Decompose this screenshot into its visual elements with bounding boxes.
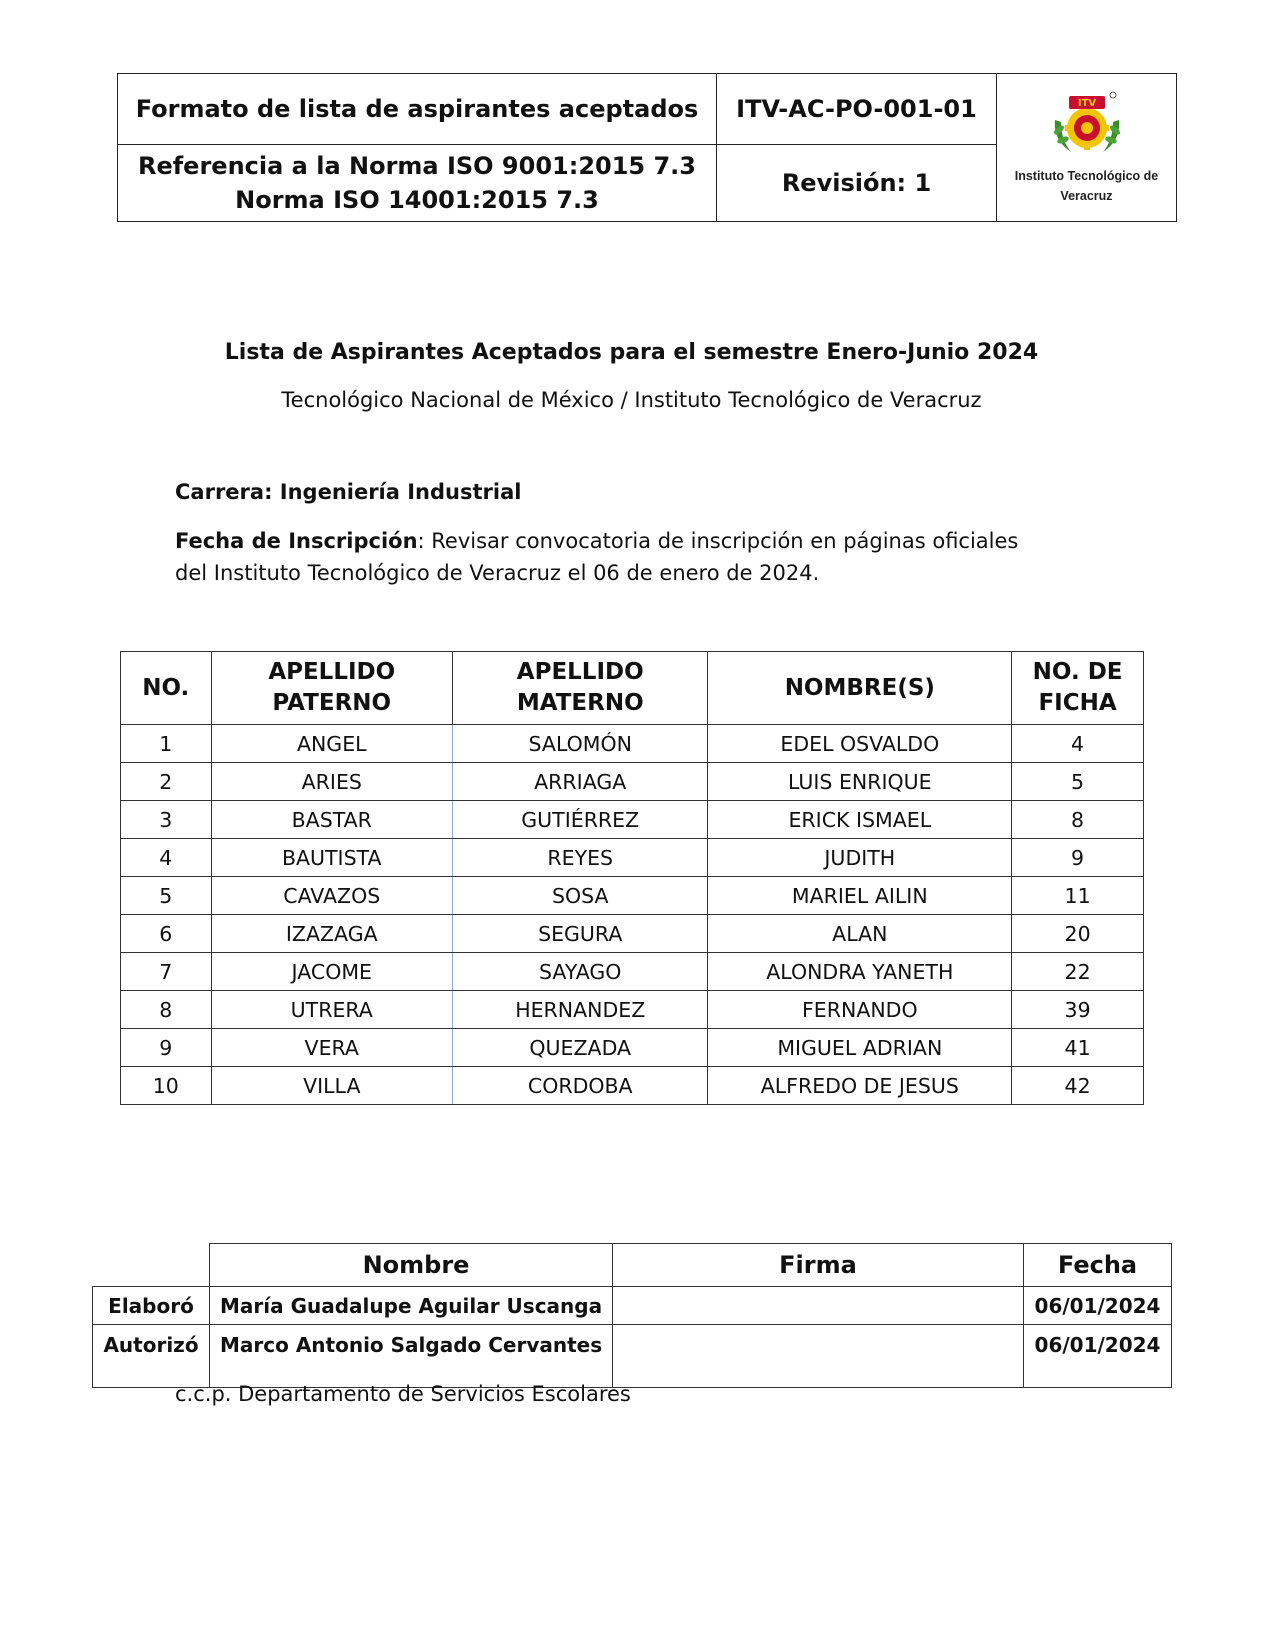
cell-materno: CORDOBA bbox=[453, 1067, 708, 1105]
document-header bbox=[117, 73, 1177, 222]
signature-row bbox=[93, 1287, 1172, 1325]
cell-materno: ARRIAGA bbox=[453, 763, 708, 801]
col-header-no: NO. bbox=[121, 652, 212, 725]
cell-no: 4 bbox=[121, 839, 212, 877]
cell-nombre: ALFREDO DE JESUS bbox=[708, 1067, 1012, 1105]
col-header-paterno: APELLIDO PATERNO bbox=[211, 652, 452, 725]
enrollment-info bbox=[175, 525, 1075, 589]
cell-paterno: JACOME bbox=[211, 953, 452, 991]
cell-no: 9 bbox=[121, 1029, 212, 1067]
signature-row bbox=[93, 1325, 1172, 1388]
cell-materno: SAYAGO bbox=[453, 953, 708, 991]
col-header-nombre: NOMBRE(S) bbox=[708, 652, 1012, 725]
cell-nombre: MIGUEL ADRIAN bbox=[708, 1029, 1012, 1067]
cell-no: 5 bbox=[121, 877, 212, 915]
logo-caption-line1: Instituto Tecnológico de bbox=[1014, 168, 1159, 183]
logo-cell bbox=[997, 74, 1177, 222]
norm-reference bbox=[118, 145, 717, 222]
table-header-row bbox=[121, 652, 1144, 725]
cell-paterno: ANGEL bbox=[211, 725, 452, 763]
document-code: ITV-AC-PO-001-01 bbox=[717, 74, 997, 145]
table-row bbox=[121, 1067, 1144, 1105]
cell-paterno: UTRERA bbox=[211, 991, 452, 1029]
format-title: Formato de lista de aspirantes aceptados bbox=[118, 74, 717, 145]
cell-ficha: 20 bbox=[1012, 915, 1144, 953]
cell-nombre: FERNANDO bbox=[708, 991, 1012, 1029]
page-subtitle: Tecnológico Nacional de México / Instituto Tecnológico de Veracruz bbox=[281, 388, 982, 412]
cell-no: 6 bbox=[121, 915, 212, 953]
table-row bbox=[121, 725, 1144, 763]
applicants-table bbox=[120, 651, 1144, 1105]
cell-ficha: 8 bbox=[1012, 801, 1144, 839]
table-row bbox=[121, 839, 1144, 877]
signature-table bbox=[92, 1243, 1172, 1388]
table-row bbox=[121, 877, 1144, 915]
revision: Revisión: 1 bbox=[717, 145, 997, 222]
cell-materno: REYES bbox=[453, 839, 708, 877]
cell-materno: SOSA bbox=[453, 877, 708, 915]
table-row bbox=[121, 991, 1144, 1029]
cell-no: 1 bbox=[121, 725, 212, 763]
signature-field bbox=[613, 1287, 1024, 1325]
signature-role: Autorizó bbox=[93, 1325, 210, 1388]
cell-ficha: 41 bbox=[1012, 1029, 1144, 1067]
cell-no: 7 bbox=[121, 953, 212, 991]
table-row bbox=[121, 915, 1144, 953]
cell-nombre: LUIS ENRIQUE bbox=[708, 763, 1012, 801]
cell-no: 3 bbox=[121, 801, 212, 839]
cell-nombre: MARIEL AILIN bbox=[708, 877, 1012, 915]
cell-paterno: CAVAZOS bbox=[211, 877, 452, 915]
logo-letters: ITV bbox=[1077, 97, 1096, 109]
table-row bbox=[121, 1029, 1144, 1067]
table-row bbox=[121, 763, 1144, 801]
cell-materno: GUTIÉRREZ bbox=[453, 801, 708, 839]
cell-ficha: 4 bbox=[1012, 725, 1144, 763]
cell-nombre: JUDITH bbox=[708, 839, 1012, 877]
cell-materno: HERNANDEZ bbox=[453, 991, 708, 1029]
career-label: Carrera: Ingeniería Industrial bbox=[175, 480, 522, 504]
enrollment-label: Fecha de Inscripción bbox=[175, 529, 418, 553]
signature-role: Elaboró bbox=[93, 1287, 210, 1325]
signature-header-row bbox=[93, 1244, 1172, 1287]
table-row bbox=[121, 801, 1144, 839]
signature-date: 06/01/2024 bbox=[1024, 1325, 1172, 1388]
norm-reference-line2: Norma ISO 14001:2015 7.3 bbox=[235, 186, 599, 214]
cell-materno: SEGURA bbox=[453, 915, 708, 953]
cell-ficha: 42 bbox=[1012, 1067, 1144, 1105]
signature-name: María Guadalupe Aguilar Uscanga bbox=[210, 1287, 613, 1325]
signature-field bbox=[613, 1325, 1024, 1388]
cell-nombre: ALONDRA YANETH bbox=[708, 953, 1012, 991]
signature-blank-corner bbox=[93, 1244, 210, 1287]
norm-reference-line1: Referencia a la Norma ISO 9001:2015 7.3 bbox=[137, 152, 696, 180]
cell-no: 10 bbox=[121, 1067, 212, 1105]
signature-date: 06/01/2024 bbox=[1024, 1287, 1172, 1325]
signature-header-firma: Firma bbox=[613, 1244, 1024, 1287]
cell-ficha: 5 bbox=[1012, 763, 1144, 801]
logo-caption bbox=[1015, 166, 1159, 206]
signature-header-fecha: Fecha bbox=[1024, 1244, 1172, 1287]
enrollment-text-line1: : Revisar convocatoria de inscripción en páginas oficiales bbox=[417, 529, 1019, 553]
cell-materno: QUEZADA bbox=[453, 1029, 708, 1067]
cell-paterno: BASTAR bbox=[211, 801, 452, 839]
table-row bbox=[121, 953, 1144, 991]
enrollment-text-line2: del Instituto Tecnológico de Veracruz el 06 de enero de 2024. bbox=[175, 561, 820, 585]
signature-header-nombre: Nombre bbox=[210, 1244, 613, 1287]
cell-no: 8 bbox=[121, 991, 212, 1029]
cell-paterno: VERA bbox=[211, 1029, 452, 1067]
col-header-ficha: NO. DE FICHA bbox=[1012, 652, 1144, 725]
logo-caption-line2: Veracruz bbox=[1060, 188, 1113, 203]
cell-nombre: ALAN bbox=[708, 915, 1012, 953]
cell-ficha: 39 bbox=[1012, 991, 1144, 1029]
page-title: Lista de Aspirantes Aceptados para el semestre Enero-Junio 2024 bbox=[224, 340, 1039, 365]
col-header-materno: APELLIDO MATERNO bbox=[453, 652, 708, 725]
carbon-copy-note: c.c.p. Departamento de Servicios Escolares bbox=[175, 1382, 631, 1406]
cell-no: 2 bbox=[121, 763, 212, 801]
cell-nombre: EDEL OSVALDO bbox=[708, 725, 1012, 763]
cell-materno: SALOMÓN bbox=[453, 725, 708, 763]
cell-paterno: ARIES bbox=[211, 763, 452, 801]
cell-paterno: VILLA bbox=[211, 1067, 452, 1105]
signature-name: Marco Antonio Salgado Cervantes bbox=[210, 1325, 613, 1388]
cell-ficha: 9 bbox=[1012, 839, 1144, 877]
cell-paterno: BAUTISTA bbox=[211, 839, 452, 877]
cell-nombre: ERICK ISMAEL bbox=[708, 801, 1012, 839]
cell-ficha: 11 bbox=[1012, 877, 1144, 915]
institution-logo-icon bbox=[1047, 90, 1127, 162]
cell-paterno: IZAZAGA bbox=[211, 915, 452, 953]
cell-ficha: 22 bbox=[1012, 953, 1144, 991]
